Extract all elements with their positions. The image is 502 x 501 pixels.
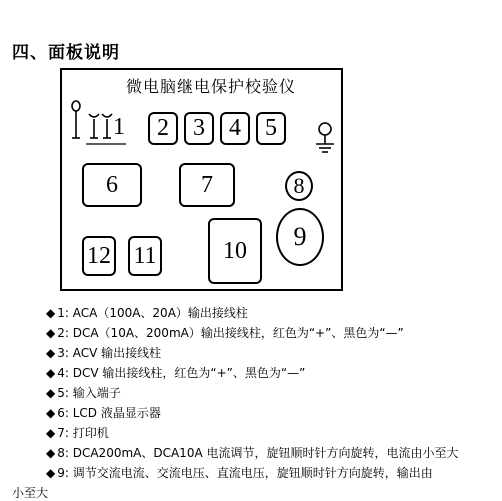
bullet-icon: ◆ <box>46 426 56 440</box>
list-item-continuation: 小至大 <box>12 486 49 500</box>
terminal-3-box <box>184 112 214 145</box>
box-11 <box>128 236 162 276</box>
list-item-text: 5: 输入端子 <box>57 386 121 400</box>
list-item-text: 6: LCD 液晶显示器 <box>57 406 161 420</box>
bullet-icon: ◆ <box>46 466 56 480</box>
label-1: 1 <box>113 114 125 140</box>
list-item <box>46 344 161 361</box>
panel-title: 微电脑继电保护校验仪 <box>125 77 296 96</box>
list-item <box>46 364 305 381</box>
ground-icon <box>312 120 338 156</box>
terminal-posts-icon <box>66 100 136 152</box>
lcd-display-box <box>82 163 142 207</box>
list-item <box>46 464 433 481</box>
list-item-text: 3: ACV 输出接线柱 <box>57 346 162 360</box>
label-3: 3 <box>193 115 205 141</box>
label-4: 4 <box>229 115 241 141</box>
list-item <box>46 304 248 321</box>
knob-8 <box>285 171 313 201</box>
bullet-icon: ◆ <box>46 406 56 420</box>
list-item-text: 9: 调节交流电流、交流电压、直流电压，旋钮顺时针方向旋转，输出由 <box>57 466 433 480</box>
label-7: 7 <box>201 171 213 198</box>
label-10: 10 <box>223 237 247 264</box>
label-9: 9 <box>293 222 307 251</box>
list-item-text: 2: DCA（10A、200mA）输出接线柱，红色为“+”、黑色为“—” <box>57 326 404 340</box>
list-item <box>46 444 458 461</box>
label-11: 11 <box>133 242 157 269</box>
list-item <box>46 424 109 441</box>
knob-9 <box>276 208 324 266</box>
label-6: 6 <box>106 171 118 198</box>
list-item <box>46 404 161 421</box>
label-8: 8 <box>293 173 305 198</box>
bullet-icon: ◆ <box>46 386 56 400</box>
box-12 <box>82 236 116 276</box>
label-2: 2 <box>157 115 169 141</box>
label-5: 5 <box>265 115 277 141</box>
label-12: 12 <box>87 242 111 269</box>
list-item <box>46 384 121 401</box>
bullet-icon: ◆ <box>46 346 56 360</box>
terminal-5-box <box>256 112 286 145</box>
section-heading: 四、面板说明 <box>12 43 120 63</box>
list-item-text: 4: DCV 输出接线柱，红色为“+”、黑色为“—” <box>57 366 306 380</box>
bullet-icon: ◆ <box>46 446 56 460</box>
printer-box <box>179 163 235 207</box>
list-item-text: 8: DCA200mA、DCA10A 电流调节，旋钮顺时针方向旋转，电流由小至大 <box>57 446 459 460</box>
bullet-icon: ◆ <box>46 366 56 380</box>
terminal-4-box <box>220 112 250 145</box>
terminal-2-box <box>148 112 178 145</box>
bullet-icon: ◆ <box>46 326 56 340</box>
input-10-box <box>208 218 262 284</box>
list-item <box>46 324 404 341</box>
bullet-icon: ◆ <box>46 306 56 320</box>
list-item-text: 7: 打印机 <box>57 426 109 440</box>
list-item-text: 1: ACA（100A、20A）输出接线柱 <box>57 306 248 320</box>
